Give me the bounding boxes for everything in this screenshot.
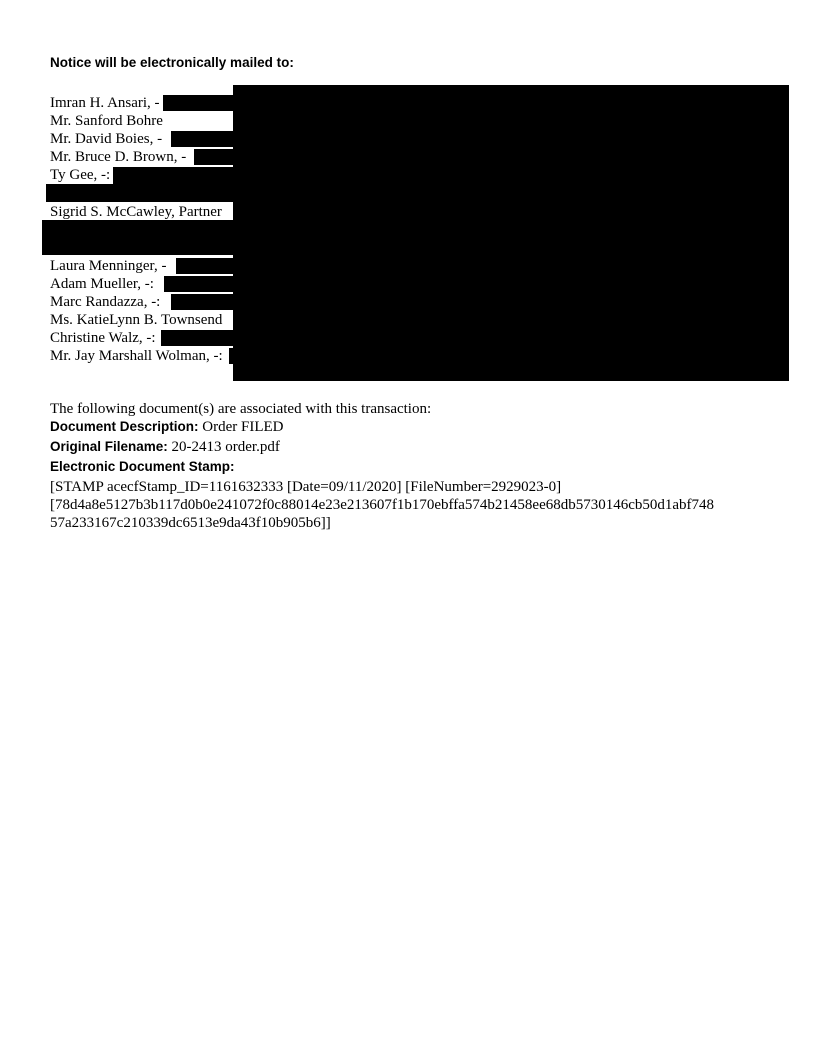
recipient-item: Mr. Sanford Bohre bbox=[50, 113, 163, 129]
redaction-block bbox=[164, 276, 235, 292]
stamp-line: 57a233167c210339dc6513e9da43f10b905b6]] bbox=[50, 515, 331, 531]
stamp-line: [78d4a8e5127b3b117d0b0e241072f0c88014e23e213607f1b170ebffa574b21458ee68db5730146cb50d1abf748 bbox=[50, 497, 715, 513]
recipient-item: Christine Walz, -: bbox=[50, 330, 156, 346]
redaction-block bbox=[42, 220, 235, 255]
original-filename-value: 20-2413 order.pdf bbox=[171, 439, 280, 455]
redaction-block bbox=[113, 167, 235, 184]
document-description-row bbox=[50, 418, 284, 436]
recipient-item: Sigrid S. McCawley, Partner bbox=[50, 204, 222, 220]
redaction-block bbox=[229, 348, 235, 364]
redaction-block bbox=[46, 184, 235, 202]
recipient-item: Mr. David Boies, - bbox=[50, 131, 163, 147]
recipient-item: Mr. Bruce D. Brown, - bbox=[50, 149, 187, 165]
recipient-item: Imran H. Ansari, - bbox=[50, 95, 160, 111]
transaction-intro: The following document(s) are associated with this transaction: bbox=[50, 401, 432, 417]
redaction-block bbox=[176, 258, 235, 274]
electronic-stamp-label-row bbox=[50, 458, 235, 476]
stamp-line: [STAMP acecfStamp_ID=1161632333 [Date=09/11/2020] [FileNumber=2929023-0] bbox=[50, 479, 562, 495]
recipient-item: Mr. Jay Marshall Wolman, -: bbox=[50, 348, 223, 364]
recipient-item: Adam Mueller, -: bbox=[50, 276, 154, 292]
redaction-block-main bbox=[233, 85, 789, 381]
recipient-item: Ms. KatieLynn B. Townsend bbox=[50, 312, 223, 328]
redaction-block bbox=[163, 95, 235, 111]
document-description-label: Document Description: bbox=[50, 419, 199, 434]
electronic-stamp-label: Electronic Document Stamp: bbox=[50, 459, 235, 474]
redaction-block bbox=[161, 330, 235, 346]
notice-heading: Notice will be electronically mailed to: bbox=[50, 55, 294, 70]
original-filename-label: Original Filename: bbox=[50, 439, 168, 454]
redaction-block bbox=[194, 149, 235, 165]
recipient-item: Marc Randazza, -: bbox=[50, 294, 161, 310]
original-filename-row bbox=[50, 438, 280, 456]
recipient-item: Laura Menninger, - bbox=[50, 258, 167, 274]
recipient-item: Ty Gee, -: bbox=[50, 167, 111, 183]
redaction-block bbox=[171, 131, 235, 147]
document-description-value: Order FILED bbox=[202, 419, 284, 435]
redaction-block bbox=[171, 294, 235, 310]
